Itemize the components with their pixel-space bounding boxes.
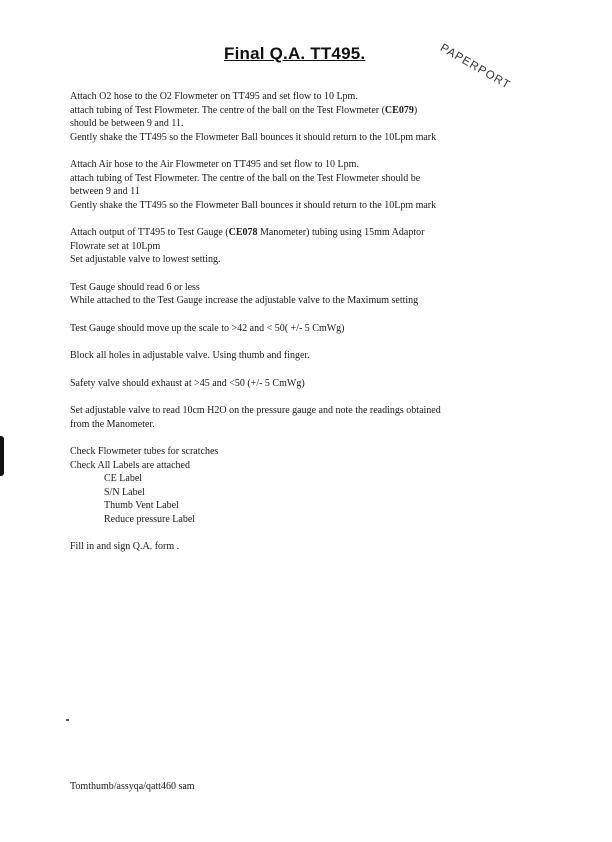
- o2-line-2-text: attach tubing of Test Flowmeter. The centre of the ball on the Test Flowmeter (: [70, 104, 385, 116]
- gauge-setup-line-1: [70, 226, 530, 240]
- gauge-read-section: [70, 281, 530, 308]
- o2-line-4: Gently shake the TT495 so the Flowmeter Ball bounces it should return to the 10Lpm mark: [70, 131, 437, 143]
- air-line-1: Attach Air hose to the Air Flowmeter on TT495 and set flow to 10 Lpm.: [70, 159, 359, 170]
- gauge-scale-section: [70, 322, 530, 336]
- safety-valve-section: [70, 377, 530, 391]
- o2-line-1: Attach O2 hose to the O2 Flowmeter on TT495 and set flow to 10 Lpm.: [70, 91, 358, 102]
- o2-line-2: [70, 104, 530, 118]
- fill-sign-line: Fill in and sign Q.A. form .: [70, 541, 180, 552]
- gauge-scale-line: Test Gauge should move up the scale to >42 and < 50( +/- 5 CmWg): [70, 322, 345, 334]
- gauge-equipment-code: CE078: [228, 227, 258, 238]
- block-holes-section: [70, 349, 530, 363]
- label-item: CE Label: [104, 473, 143, 484]
- manometer-line-1: Set adjustable valve to read 10cm H2O on the pressure gauge and note the readings obtained: [70, 405, 441, 416]
- checks-line-1: Check Flowmeter tubes for scratches: [70, 446, 219, 457]
- document-title: Final Q.A. TT495.: [224, 44, 366, 63]
- scan-speck: [66, 719, 69, 721]
- air-line-2: attach tubing of Test Flowmeter. The centre of the ball on the Test Flowmeter should be: [70, 172, 421, 184]
- gauge-setup-line-1-text: Attach output of TT495 to Test Gauge (: [70, 227, 229, 238]
- safety-valve-line: Safety valve should exhaust at >45 and <50 (+/- 5 CmWg): [70, 377, 305, 389]
- gauge-read-line-2: While attached to the Test Gauge increase the adjustable valve to the Maximum setting: [70, 295, 419, 306]
- manometer-line-2: from the Manometer.: [70, 418, 155, 430]
- manometer-section: [70, 404, 530, 431]
- o2-line-2-close: ): [413, 104, 418, 116]
- o2-line-3: should be between 9 and 11.: [70, 118, 184, 129]
- checks-section: [70, 445, 530, 526]
- air-line-3: between 9 and 11: [70, 186, 140, 197]
- scan-edge-mark: [0, 436, 4, 476]
- fill-sign-section: [70, 540, 530, 554]
- checks-line-2: Check All Labels are attached: [70, 459, 190, 471]
- label-item: Reduce pressure Label: [104, 513, 196, 525]
- o2-equipment-code: CE079: [384, 104, 414, 116]
- air-flowmeter-section: [70, 158, 530, 212]
- gauge-setup-line-1-rest: Manometer) tubing using 15mm Adaptor: [257, 227, 425, 238]
- paperport-stamp: PAPERPORT: [438, 42, 513, 92]
- o2-flowmeter-section: [70, 90, 530, 144]
- label-item: Thumb Vent Label: [104, 500, 179, 511]
- gauge-read-line-1: Test Gauge should read 6 or less: [70, 281, 200, 293]
- label-item: S/N Label: [104, 486, 145, 498]
- gauge-setup-line-2: Flowrate set at 10Lpm: [70, 240, 161, 252]
- air-line-4: Gently shake the TT495 so the Flowmeter Ball bounces it should return to the 10Lpm mark: [70, 199, 437, 211]
- gauge-setup-line-3: Set adjustable valve to lowest setting.: [70, 254, 221, 265]
- document-body: [70, 90, 530, 568]
- file-path-footer: Tomthumb/assyqa/qatt460 sam: [70, 781, 195, 792]
- block-holes-line: Block all holes in adjustable valve. Using thumb and finger.: [70, 350, 310, 361]
- gauge-setup-section: [70, 226, 530, 267]
